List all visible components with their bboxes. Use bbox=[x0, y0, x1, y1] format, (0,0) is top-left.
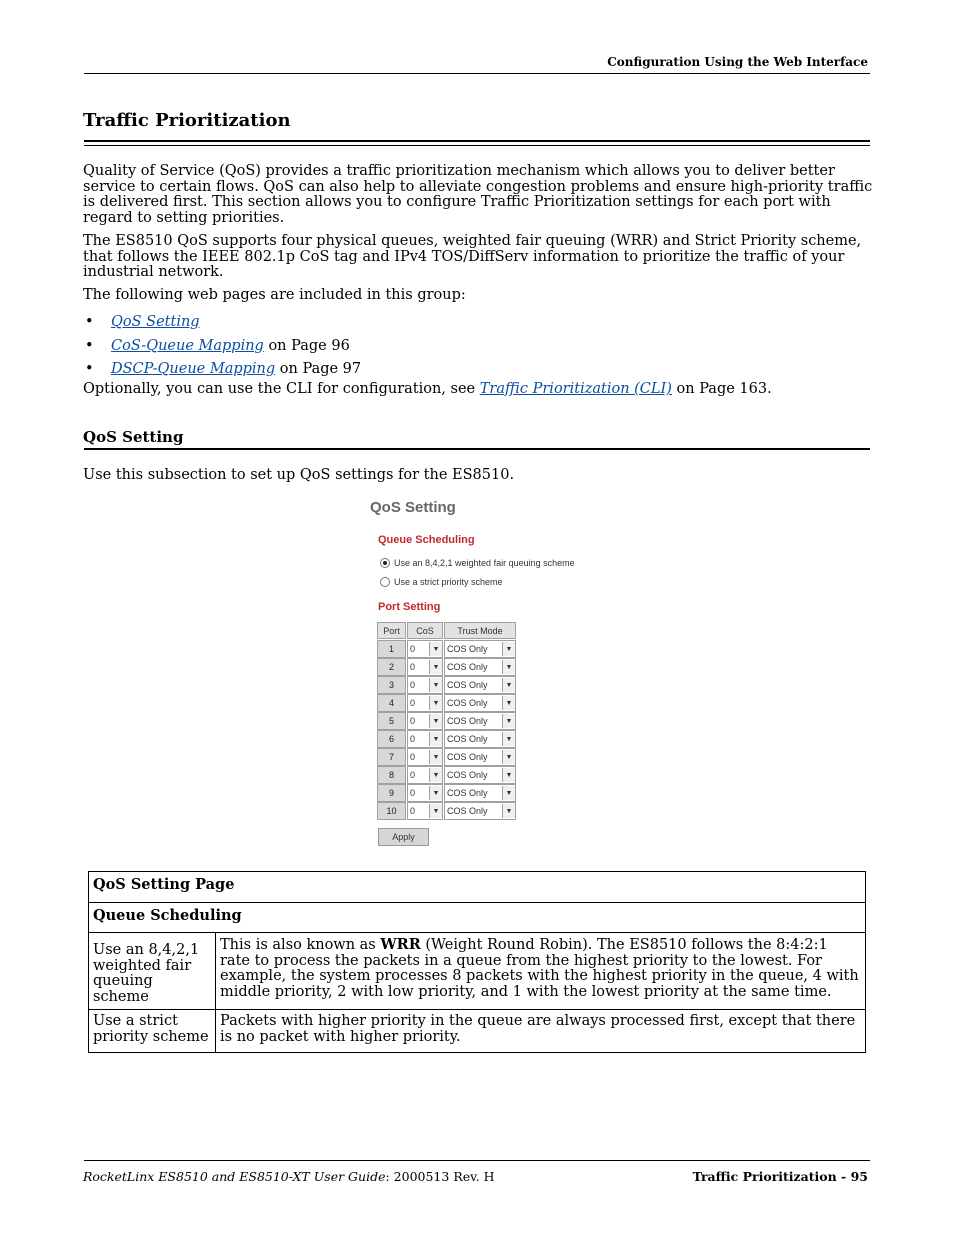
dropdown-arrow-icon[interactable]: ▼ bbox=[429, 804, 442, 818]
radio-option-strict[interactable] bbox=[380, 577, 503, 587]
dropdown-arrow-icon[interactable]: ▼ bbox=[429, 678, 442, 692]
table-row bbox=[377, 730, 517, 748]
link-dscp-queue-mapping[interactable]: DSCP-Queue Mapping bbox=[111, 361, 276, 377]
paragraph-qos-intro: Quality of Service (QoS) provides a traffic prioritization mechanism which allows you to deliver better service to certain flows. QoS can also help to alleviate congestion problems and ensure high-priority traffic is delivered first. This section allows you to configure Traffic Prioritization settings for each port with regard to setting priorities. bbox=[83, 163, 873, 226]
dropdown-arrow-icon[interactable]: ▼ bbox=[429, 642, 442, 656]
trust-mode-value: COS Only bbox=[447, 662, 488, 672]
footer-guide-info bbox=[83, 1169, 495, 1184]
desc-strict: Packets with higher priority in the queue are always processed first, except that there is no packet with higher priority. bbox=[216, 1010, 866, 1053]
port-setting-table bbox=[377, 622, 517, 820]
dropdown-arrow-icon[interactable]: ▼ bbox=[429, 768, 442, 782]
dropdown-arrow-icon[interactable]: ▼ bbox=[502, 660, 515, 674]
cos-value: 0 bbox=[410, 770, 416, 780]
port-number: 3 bbox=[377, 676, 406, 694]
trust-mode-value: COS Only bbox=[447, 752, 488, 762]
port-number: 10 bbox=[377, 802, 406, 820]
table-group-header: Queue Scheduling bbox=[89, 902, 866, 933]
paragraph-pages-list: The following web pages are included in this group: bbox=[83, 287, 466, 303]
trust-mode-value: COS Only bbox=[447, 644, 488, 654]
qos-description-table bbox=[88, 871, 866, 1053]
trust-mode-select[interactable] bbox=[444, 784, 516, 802]
dropdown-arrow-icon[interactable]: ▼ bbox=[429, 696, 442, 710]
table-row bbox=[89, 1010, 866, 1053]
dropdown-arrow-icon[interactable]: ▼ bbox=[502, 696, 515, 710]
radio-unselected-icon[interactable] bbox=[380, 577, 390, 587]
cos-select[interactable] bbox=[407, 730, 443, 748]
dropdown-arrow-icon[interactable]: ▼ bbox=[502, 732, 515, 746]
port-number: 8 bbox=[377, 766, 406, 784]
cos-value: 0 bbox=[410, 806, 416, 816]
table-header-row bbox=[377, 622, 517, 640]
list-item bbox=[83, 311, 361, 335]
port-number: 4 bbox=[377, 694, 406, 712]
port-setting-heading: Port Setting bbox=[378, 601, 441, 613]
table-row bbox=[377, 658, 517, 676]
radio-label: Use an 8,4,2,1 weighted fair queuing scheme bbox=[394, 558, 575, 568]
desc-bold: WRR bbox=[380, 936, 421, 953]
dropdown-arrow-icon[interactable]: ▼ bbox=[502, 786, 515, 800]
header-divider bbox=[84, 73, 870, 74]
port-number: 6 bbox=[377, 730, 406, 748]
link-cos-queue-mapping[interactable]: CoS-Queue Mapping bbox=[111, 337, 264, 354]
trust-mode-select[interactable] bbox=[444, 694, 516, 712]
doc-number: : 2000513 Rev. H bbox=[385, 1169, 495, 1184]
apply-button[interactable]: Apply bbox=[378, 828, 429, 846]
trust-mode-value: COS Only bbox=[447, 788, 488, 798]
trust-mode-value: COS Only bbox=[447, 698, 488, 708]
cos-select[interactable] bbox=[407, 802, 443, 820]
dropdown-arrow-icon[interactable]: ▼ bbox=[429, 732, 442, 746]
cos-value: 0 bbox=[410, 698, 416, 708]
cos-select[interactable] bbox=[407, 712, 443, 730]
queue-scheduling-heading: Queue Scheduling bbox=[378, 534, 475, 546]
dropdown-arrow-icon[interactable]: ▼ bbox=[502, 642, 515, 656]
table-row bbox=[377, 676, 517, 694]
subsection-intro: Use this subsection to set up QoS settings for the ES8510. bbox=[83, 467, 515, 483]
col-trust-header: Trust Mode bbox=[444, 622, 516, 639]
trust-mode-select[interactable] bbox=[444, 748, 516, 766]
dropdown-arrow-icon[interactable]: ▼ bbox=[502, 750, 515, 764]
port-number: 9 bbox=[377, 784, 406, 802]
term-wrr: Use an 8,4,2,1 weighted fair queuing scheme bbox=[89, 933, 216, 1010]
bullet-list bbox=[83, 311, 361, 382]
table-row bbox=[89, 933, 866, 1010]
dropdown-arrow-icon[interactable]: ▼ bbox=[429, 714, 442, 728]
link-qos-setting[interactable]: QoS Setting bbox=[111, 314, 200, 330]
title-divider-thin bbox=[84, 145, 870, 146]
subsection-title: QoS Setting bbox=[83, 428, 184, 446]
footer-divider bbox=[84, 1160, 870, 1161]
port-number: 1 bbox=[377, 640, 406, 658]
cos-value: 0 bbox=[410, 662, 416, 672]
table-row bbox=[377, 694, 517, 712]
port-rows bbox=[377, 640, 517, 820]
dropdown-arrow-icon[interactable]: ▼ bbox=[502, 768, 515, 782]
cos-value: 0 bbox=[410, 716, 416, 726]
link-traffic-prioritization-cli[interactable]: Traffic Prioritization (CLI) bbox=[479, 381, 672, 397]
dropdown-arrow-icon[interactable]: ▼ bbox=[502, 678, 515, 692]
dropdown-arrow-icon[interactable]: ▼ bbox=[429, 786, 442, 800]
cos-value: 0 bbox=[410, 680, 416, 690]
cos-value: 0 bbox=[410, 788, 416, 798]
dropdown-arrow-icon[interactable]: ▼ bbox=[502, 804, 515, 818]
table-row bbox=[377, 640, 517, 658]
trust-mode-value: COS Only bbox=[447, 680, 488, 690]
trust-mode-value: COS Only bbox=[447, 716, 488, 726]
col-port-header: Port bbox=[377, 622, 406, 639]
cos-select[interactable] bbox=[407, 640, 443, 658]
title-divider bbox=[84, 140, 870, 142]
desc-text: This is also known as bbox=[220, 937, 381, 953]
list-item bbox=[83, 335, 361, 359]
cli-prefix: Optionally, you can use the CLI for configuration, see bbox=[83, 381, 480, 397]
desc-wrr bbox=[216, 933, 866, 1010]
cos-value: 0 bbox=[410, 644, 416, 654]
trust-mode-select[interactable] bbox=[444, 730, 516, 748]
trust-mode-select[interactable] bbox=[444, 766, 516, 784]
dropdown-arrow-icon[interactable]: ▼ bbox=[429, 750, 442, 764]
dropdown-arrow-icon[interactable]: ▼ bbox=[429, 660, 442, 674]
trust-mode-select[interactable] bbox=[444, 640, 516, 658]
bullet-icon: • bbox=[85, 361, 94, 377]
section-title: Traffic Prioritization bbox=[83, 110, 291, 131]
ui-page-title: QoS Setting bbox=[370, 499, 456, 516]
dropdown-arrow-icon[interactable]: ▼ bbox=[502, 714, 515, 728]
cos-select[interactable] bbox=[407, 784, 443, 802]
cos-value: 0 bbox=[410, 734, 416, 744]
subsection-divider bbox=[84, 448, 870, 450]
trust-mode-select[interactable] bbox=[444, 658, 516, 676]
cli-suffix: on Page 163. bbox=[671, 381, 772, 397]
bullet-icon: • bbox=[85, 314, 94, 330]
trust-mode-select[interactable] bbox=[444, 712, 516, 730]
running-header: Configuration Using the Web Interface bbox=[607, 55, 868, 69]
table-row bbox=[377, 784, 517, 802]
cos-select[interactable] bbox=[407, 658, 443, 676]
bullet-icon: • bbox=[85, 337, 94, 354]
port-number: 2 bbox=[377, 658, 406, 676]
cos-value: 0 bbox=[410, 752, 416, 762]
list-item-suffix: on Page 96 bbox=[263, 337, 350, 354]
footer-page-label: Traffic Prioritization - 95 bbox=[692, 1169, 868, 1184]
table-title: QoS Setting Page bbox=[89, 872, 866, 903]
radio-option-wrr[interactable] bbox=[380, 558, 575, 568]
cos-select[interactable] bbox=[407, 766, 443, 784]
trust-mode-select[interactable] bbox=[444, 802, 516, 820]
trust-mode-value: COS Only bbox=[447, 734, 488, 744]
trust-mode-value: COS Only bbox=[447, 806, 488, 816]
desc-text: (Weight Round Robin). The ES8510 follows the 8:4:2:1 rate to process the packets in a queue from the highest priority to the lowest. For example, the system processes 8 packets with the highest priority in the queue, 4 with middle priority, 2 with low priority, and 1 with the lowest priority at the same time. bbox=[220, 937, 859, 1000]
cos-select[interactable] bbox=[407, 748, 443, 766]
table-row bbox=[377, 748, 517, 766]
port-number: 5 bbox=[377, 712, 406, 730]
cos-select[interactable] bbox=[407, 694, 443, 712]
radio-selected-icon[interactable] bbox=[380, 558, 390, 568]
trust-mode-value: COS Only bbox=[447, 770, 488, 780]
trust-mode-select[interactable] bbox=[444, 676, 516, 694]
list-item bbox=[83, 358, 361, 382]
guide-title: RocketLinx ES8510 and ES8510-XT User Guide bbox=[83, 1169, 386, 1184]
radio-label: Use a strict priority scheme bbox=[394, 577, 503, 587]
table-row bbox=[377, 766, 517, 784]
cos-select[interactable] bbox=[407, 676, 443, 694]
list-item-suffix: on Page 97 bbox=[275, 361, 362, 377]
table-row bbox=[377, 712, 517, 730]
col-cos-header: CoS bbox=[407, 622, 443, 639]
paragraph-qos-support: The ES8510 QoS supports four physical queues, weighted fair queuing (WRR) and Strict Priority scheme, that follows the IEEE 802.1p CoS tag and IPv4 TOS/DiffServ information to prioritize the traffic of your industrial network. bbox=[83, 233, 862, 280]
table-row bbox=[377, 802, 517, 820]
port-number: 7 bbox=[377, 748, 406, 766]
term-strict: Use a strict priority scheme bbox=[89, 1010, 216, 1053]
paragraph-cli bbox=[83, 382, 873, 398]
